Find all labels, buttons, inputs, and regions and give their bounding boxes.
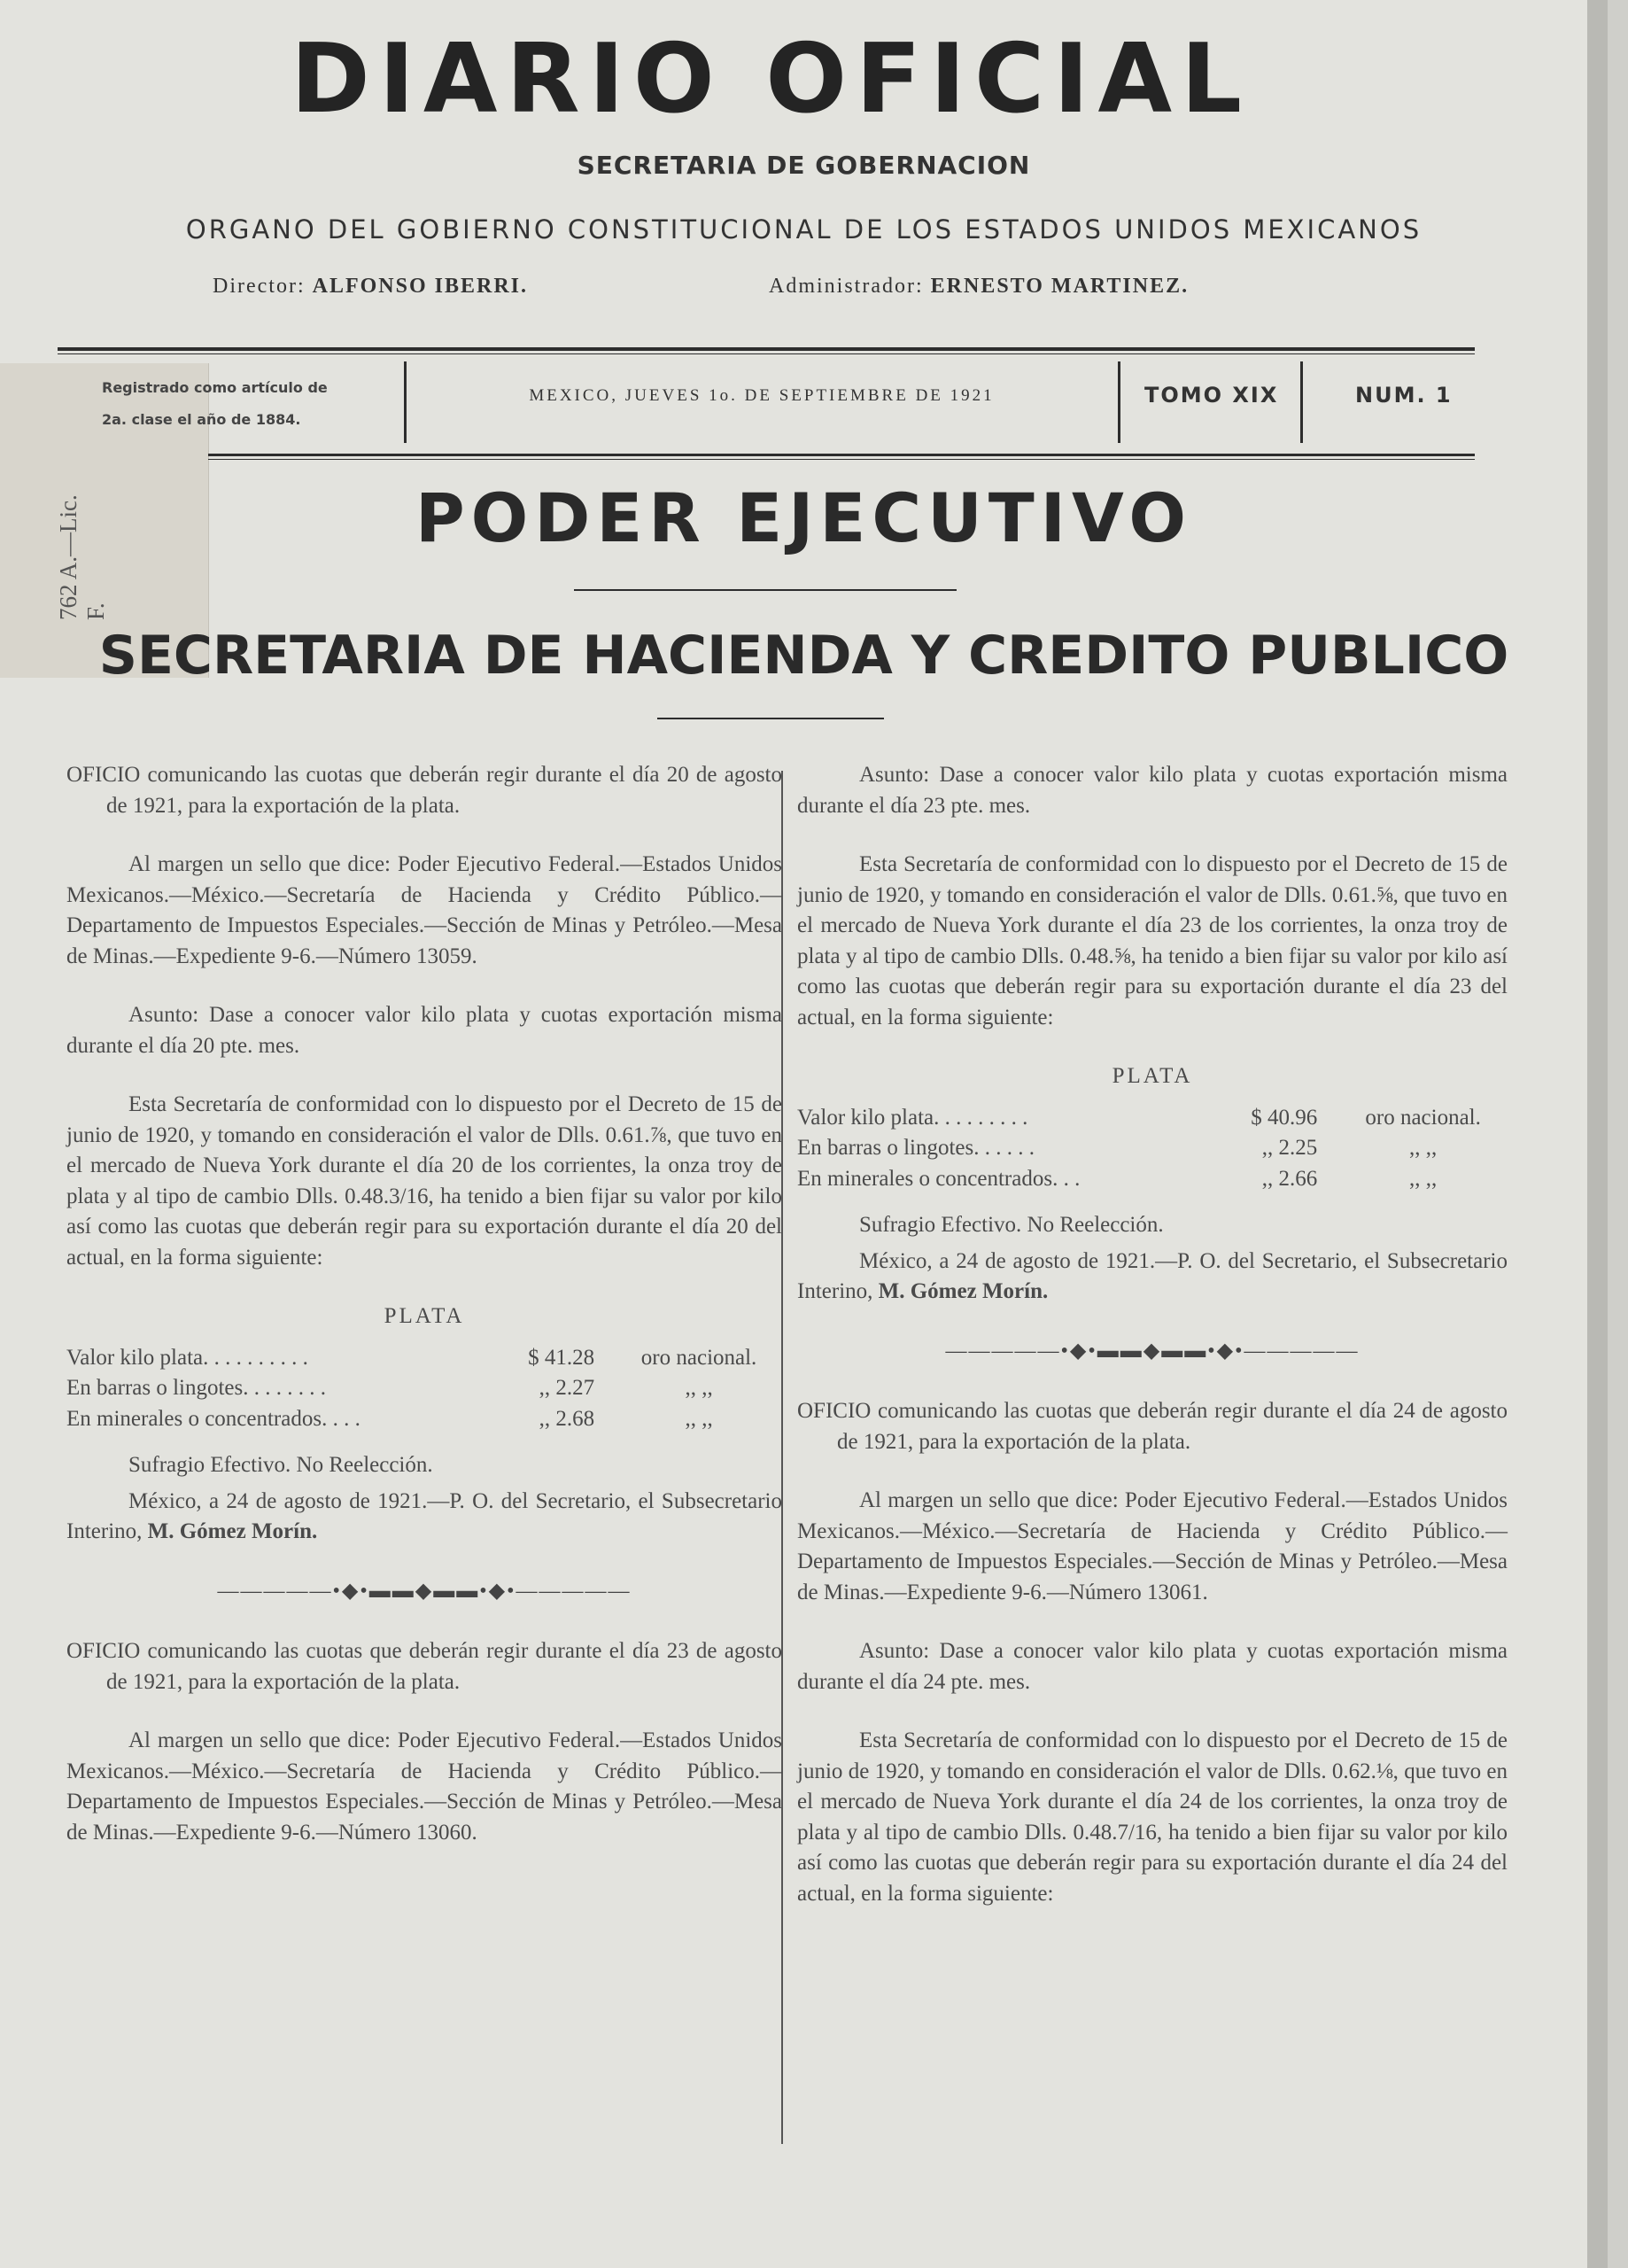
table-row: Valor kilo plata. . . . . . . . . $ 40.96 oro nacional. [797,1105,1481,1130]
masthead-secretaria: SECRETARIA DE GOBERNACION [577,151,1031,180]
right-column [797,760,1508,1938]
asunto-paragraph: Asunto: Dase a conocer valor kilo plata y cuotas exportación misma durante el día 20 pte. mes. [66,1003,782,1058]
margen-paragraph: Al margen un sello que dice: Poder Ejecutivo Federal.—Estados Unidos Mexicanos.—México.—Secretaría de Hacienda y Crédito Público.—Departamento de Impuestos Especiales.—Sección de Minas y Petróleo.—Mesa de Minas.—Expediente 9-6.—Número 13061. [797,1488,1508,1604]
infobar-divider [404,361,407,443]
bottom-rule-thin [208,459,1475,460]
fecha-firma: México, a 24 de agosto de 1921.—P. O. del Secretario, el Subsecretario Interino, M. Gómez Morín. [66,1488,782,1543]
director-name: ALFONSO IBERRI. [312,275,528,298]
asunto-paragraph: Asunto: Dase a conocer valor kilo plata y cuotas exportación misma durante el día 23 pte. mes. [797,763,1508,818]
table-row: Valor kilo plata. . . . . . . . . . $ 41.28 oro nacional. [66,1345,757,1370]
fecha-firma: México, a 24 de agosto de 1921.—P. O. del Secretario, el Subsecretario Interino, M. Gómez Morín. [797,1248,1508,1303]
left-column [66,760,782,1876]
director-label: Director: [213,275,306,298]
oficio-heading: OFICIO comunicando las cuotas que deberán regir durante el día 23 de agosto de 1921, para la exportación de la plata. [66,1639,782,1694]
table-row: En barras o lingotes. . . . . . ,, 2.25 ,, ,, [797,1136,1438,1160]
cuerpo-paragraph: Esta Secretaría de conformidad con lo dispuesto por el Decreto de 15 de junio de 1920, y tomando en consideración el valor de Dlls. 0.61.⅝, que tuvo en el mercado de Nueva York durante el día 23 de los corrientes, la onza troy de plata y al tipo de cambio Dlls. 0.48.⅝, ha tenido a bien fijar su valor por kilo así como las cuotas que deberán regir para su exportación durante el día 23 del actual, en la forma siguiente: [797,852,1508,1029]
plata-title: PLATA [1112,1064,1193,1088]
plata-table [66,1343,782,1435]
plata-title: PLATA [384,1304,465,1328]
cuerpo-paragraph: Esta Secretaría de conformidad con lo dispuesto por el Decreto de 15 de junio de 1920, y tomando en consideración el valor de Dlls. 0.62.⅛, que tuvo en el mercado de Nueva York durante el día 24 de los corrientes, la onza troy de plata y al tipo de cambio Dlls. 0.48.7/16, ha tenido a bien fijar su valor por kilo así como las cuotas que deberán regir para su exportación durante el día 24 del actual, en la forma siguiente: [797,1728,1508,1906]
sufragio-line: Sufragio Efectivo. No Reelección. [859,1213,1164,1237]
ornament-divider: —————•◆•▬▬◆▬▬•◆•————— [945,1339,1360,1363]
table-row: En barras o lingotes. . . . . . . . ,, 2.27 ,, ,, [66,1376,713,1400]
top-rule [58,347,1475,351]
masthead-organo: ORGANO DEL GOBIERNO CONSTITUCIONAL DE LOS ESTADOS UNIDOS MEXICANOS [185,214,1423,245]
infobar-divider [1300,361,1303,443]
bottom-rule [208,454,1475,456]
dateline: MEXICO, JUEVES 1o. DE SEPTIEMBRE DE 1921 [529,386,995,405]
issue-number: NUM. 1 [1355,383,1453,408]
signature-name: M. Gómez Morín. [878,1279,1049,1303]
top-rule-thin [58,353,1475,354]
section-divider [657,718,884,719]
table-row: En minerales o concentrados. . . ,, 2.66 ,, ,, [797,1166,1438,1191]
margen-paragraph: Al margen un sello que dice: Poder Ejecutivo Federal.—Estados Unidos Mexicanos.—México.—Secretaría de Hacienda y Crédito Público.—Departamento de Impuestos Especiales.—Sección de Minas y Petróleo.—Mesa de Minas.—Expediente 9-6.—Número 13059. [66,852,782,968]
masthead-title: DIARIO OFICIAL [291,24,1251,135]
plata-table [797,1103,1508,1195]
section-secretaria: SECRETARIA DE HACIENDA Y CREDITO PUBLICO [98,625,1509,687]
section-poder-ejecutivo: PODER EJECUTIVO [415,478,1193,557]
admin-name: ERNESTO MARTINEZ. [930,275,1190,298]
margen-paragraph: Al margen un sello que dice: Poder Ejecutivo Federal.—Estados Unidos Mexicanos.—México.—Secretaría de Hacienda y Crédito Público.—Departamento de Impuestos Especiales.—Sección de Minas y Petróleo.—Mesa de Minas.—Expediente 9-6.—Número 13060. [66,1728,782,1845]
handwritten-note: 762 A.—Lic. F. [55,494,109,620]
ornament-divider: —————•◆•▬▬◆▬▬•◆•————— [217,1579,632,1603]
cuerpo-paragraph: Esta Secretaría de conformidad con lo dispuesto por el Decreto de 15 de junio de 1920, y tomando en consideración el valor de Dlls. 0.61.⅞, que tuvo en el mercado de Nueva York durante el día 20 de los corrientes, la onza troy de plata y al tipo de cambio Dlls. 0.48.3/16, ha tenido a bien fijar su valor por kilo así como las cuotas que deberán regir para su exportación durante el día 20 del actual, en la forma siguiente: [66,1092,782,1270]
registro-note: Registrado como artículo de 2a. clase el año de 1884. [102,379,328,428]
infobar-divider [1118,361,1120,443]
table-row: En minerales o concentrados. . . . ,, 2.68 ,, ,, [66,1406,713,1431]
sufragio-line: Sufragio Efectivo. No Reelección. [128,1453,433,1477]
asunto-paragraph: Asunto: Dase a conocer valor kilo plata y cuotas exportación misma durante el día 24 pte. mes. [797,1639,1508,1694]
tomo: TOMO XIX [1144,383,1279,408]
oficio-heading: OFICIO comunicando las cuotas que deberán regir durante el día 24 de agosto de 1921, para la exportación de la plata. [797,1399,1508,1454]
oficio-heading: OFICIO comunicando las cuotas que deberán regir durante el día 20 de agosto de 1921, para la exportación de la plata. [66,763,782,818]
section-divider [574,589,957,591]
director-line [213,275,528,299]
page-edge [1587,0,1608,2268]
admin-line [769,275,1189,299]
admin-label: Administrador: [769,275,924,298]
signature-name: M. Gómez Morín. [147,1519,318,1543]
